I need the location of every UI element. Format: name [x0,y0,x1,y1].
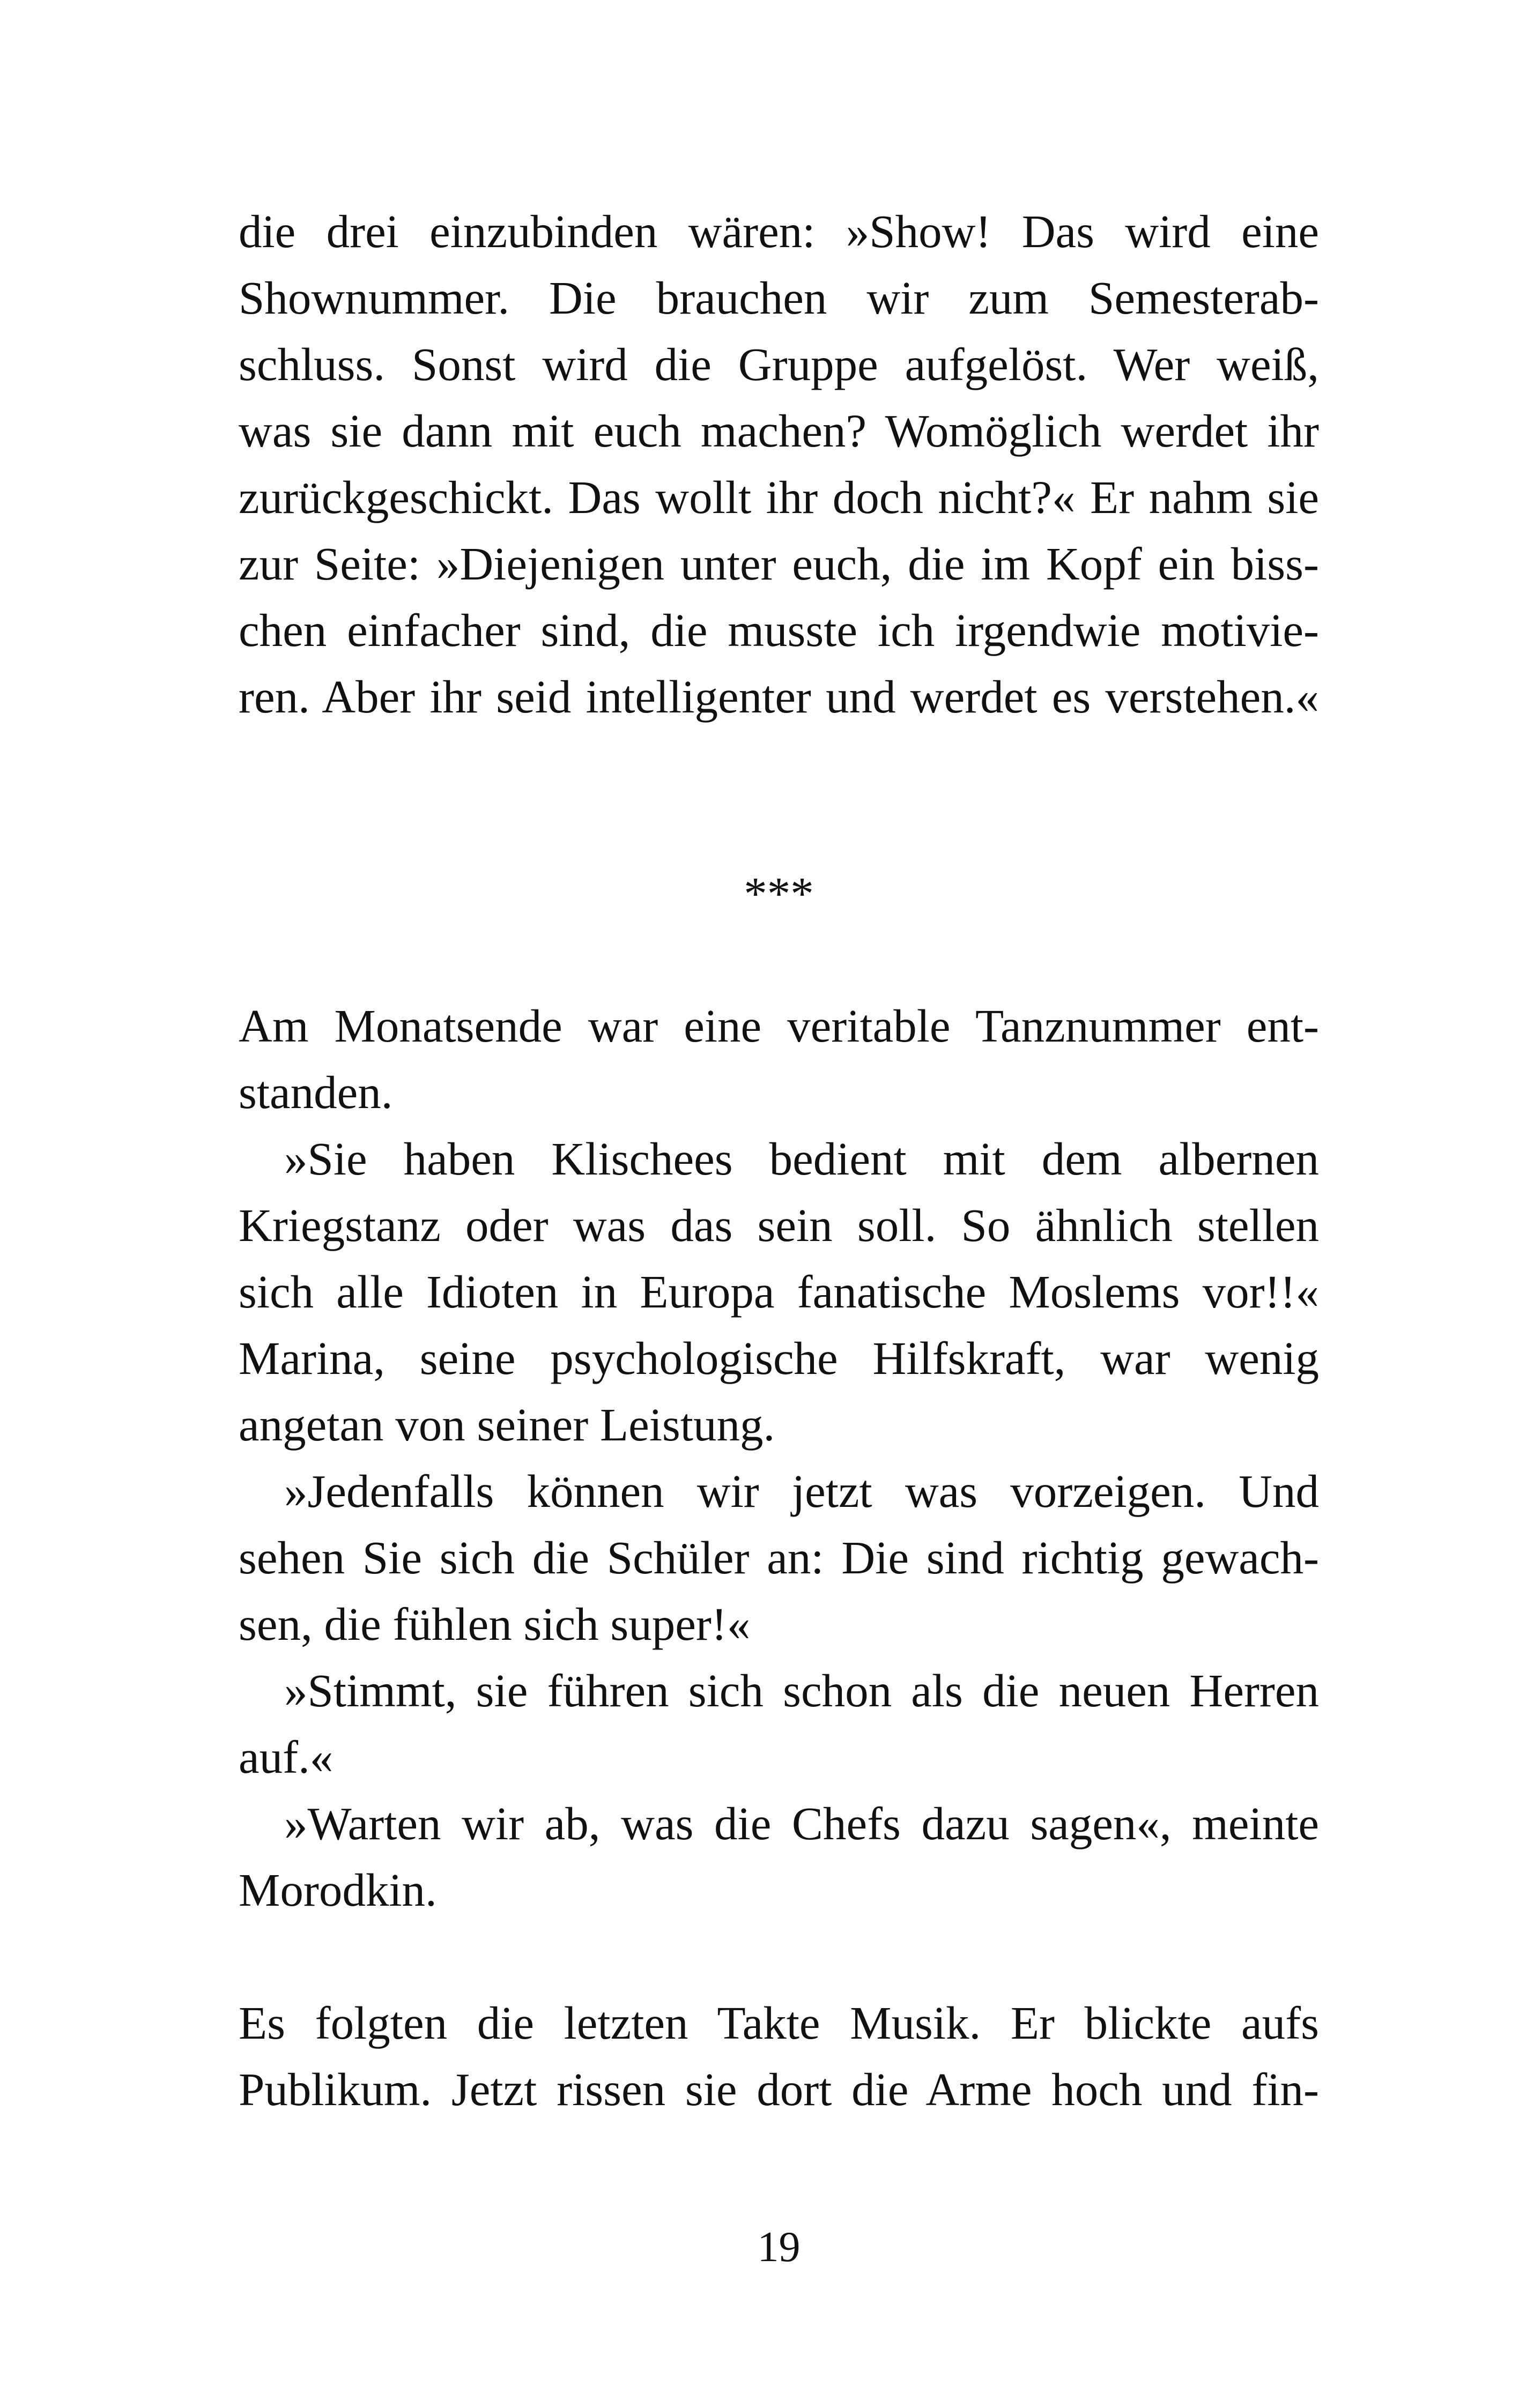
text-line: angetan von seiner Leistung. [239,1399,775,1451]
book-page [239,0,1319,2408]
text-line: standen. [239,1066,393,1118]
text-line: schluss. Sonst wird die Gruppe aufgelöst. Wer weiß, [239,338,1319,390]
section-separator: *** [744,867,814,919]
text-line: Es folgten die letzten Takte Musik. Er blickte aufs [239,1997,1319,2049]
text-line: Kriegstanz oder was das sein soll. So ähnlich stellen [239,1199,1319,1251]
page-number: 19 [757,2224,801,2271]
text-line: Shownummer. Die brauchen wir zum Semesterab- [239,272,1319,324]
text-line: sich alle Idioten in Europa fanatische Moslems vor!!« [239,1266,1319,1318]
text-line: Marina, seine psychologische Hilfskraft, war wenig [239,1332,1319,1384]
text-line: zurückgeschickt. Das wollt ihr doch nicht?« Er nahm sie [239,471,1319,523]
text-line: »Sie haben Klischees bedient mit dem albernen [284,1133,1319,1185]
text-line: was sie dann mit euch machen? Womöglich werdet ihr [239,405,1319,457]
text-line: auf.« [239,1731,334,1783]
text-line: »Warten wir ab, was die Chefs dazu sagen«, meinte [284,1797,1319,1849]
text-line: die drei einzubinden wären: »Show! Das wird eine [239,205,1319,257]
text-line: »Jedenfalls können wir jetzt was vorzeigen. Und [284,1465,1319,1517]
text-line: sen, die fühlen sich super!« [239,1598,751,1650]
text-line: zur Seite: »Diejenigen unter euch, die im Kopf ein biss- [239,538,1319,590]
text-line: Am Monatsende war eine veritable Tanznummer ent- [239,1000,1319,1052]
text-line: chen einfacher sind, die musste ich irgendwie motivie- [239,604,1319,656]
text-line: Publikum. Jetzt rissen sie dort die Arme hoch und fin- [239,2063,1319,2115]
text-line: »Stimmt, sie führen sich schon als die neuen Herren [284,1664,1319,1716]
text-line: Morodkin. [239,1864,437,1916]
text-line: sehen Sie sich die Schüler an: Die sind richtig gewach- [239,1532,1319,1584]
text-line: ren. Aber ihr seid intelligenter und werdet es verstehen.« [239,671,1319,723]
